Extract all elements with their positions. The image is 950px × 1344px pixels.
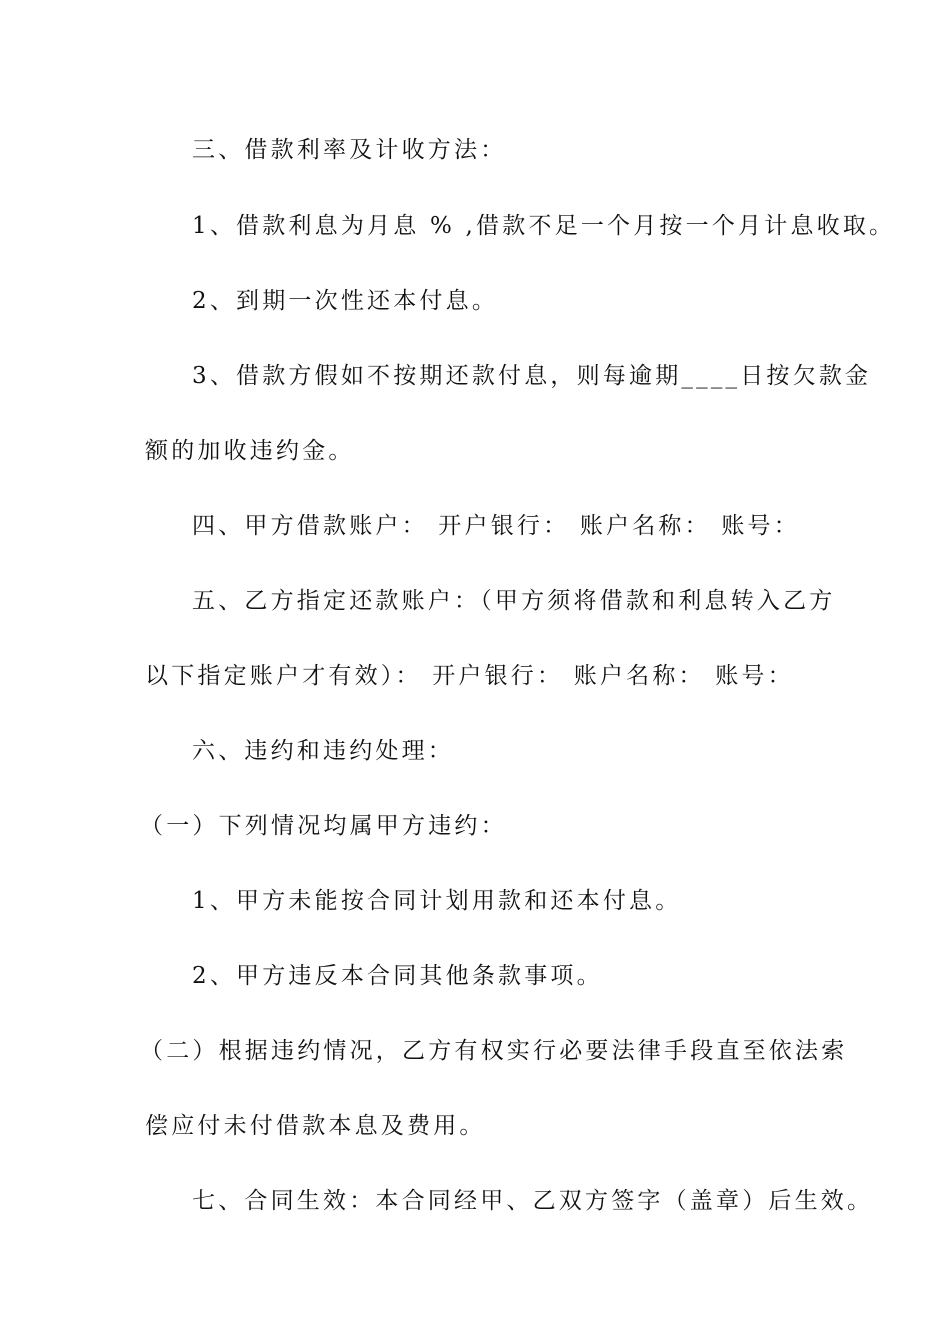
section-4-heading: 四、甲方借款账户： 开户银行： 账户名称： 账号： (192, 513, 800, 539)
clause-3-3: 3、借款方假如不按期还款付息，则每逾期____日按欠款金 (192, 363, 872, 389)
subsection-6-1: （一）下列情况均属甲方违约： (140, 813, 507, 839)
clause-3-2: 2、到期一次性还本付息。 (192, 288, 499, 314)
clause-6-1-2: 2、甲方违反本合同其他条款事项。 (192, 963, 603, 989)
section-5-heading: 五、乙方指定还款账户：（甲方须将借款和利息转入乙方 (192, 588, 836, 614)
subsection-6-2-continued: 偿应付未付借款本息及费用。 (145, 1113, 486, 1139)
clause-3-3-continued: 额的加收违约金。 (145, 438, 355, 464)
section-3-heading: 三、借款利率及计收方法： (192, 137, 507, 163)
clause-6-1-1: 1、甲方未能按合同计划用款和还本付息。 (192, 888, 682, 914)
section-6-heading: 六、违约和违约处理： (192, 738, 454, 764)
subsection-6-2: （二）根据违约情况，乙方有权实行必要法律手段直至依法索 (140, 1038, 848, 1064)
section-5-continued: 以下指定账户才有效）： 开户银行： 账户名称： 账号： (145, 663, 794, 689)
section-7-heading: 七、合同生效：本合同经甲、乙双方签字（盖章）后生效。 (192, 1188, 874, 1214)
clause-3-1: 1、借款利息为月息 % ,借款不足一个月按一个月计息收取。 (192, 213, 896, 239)
